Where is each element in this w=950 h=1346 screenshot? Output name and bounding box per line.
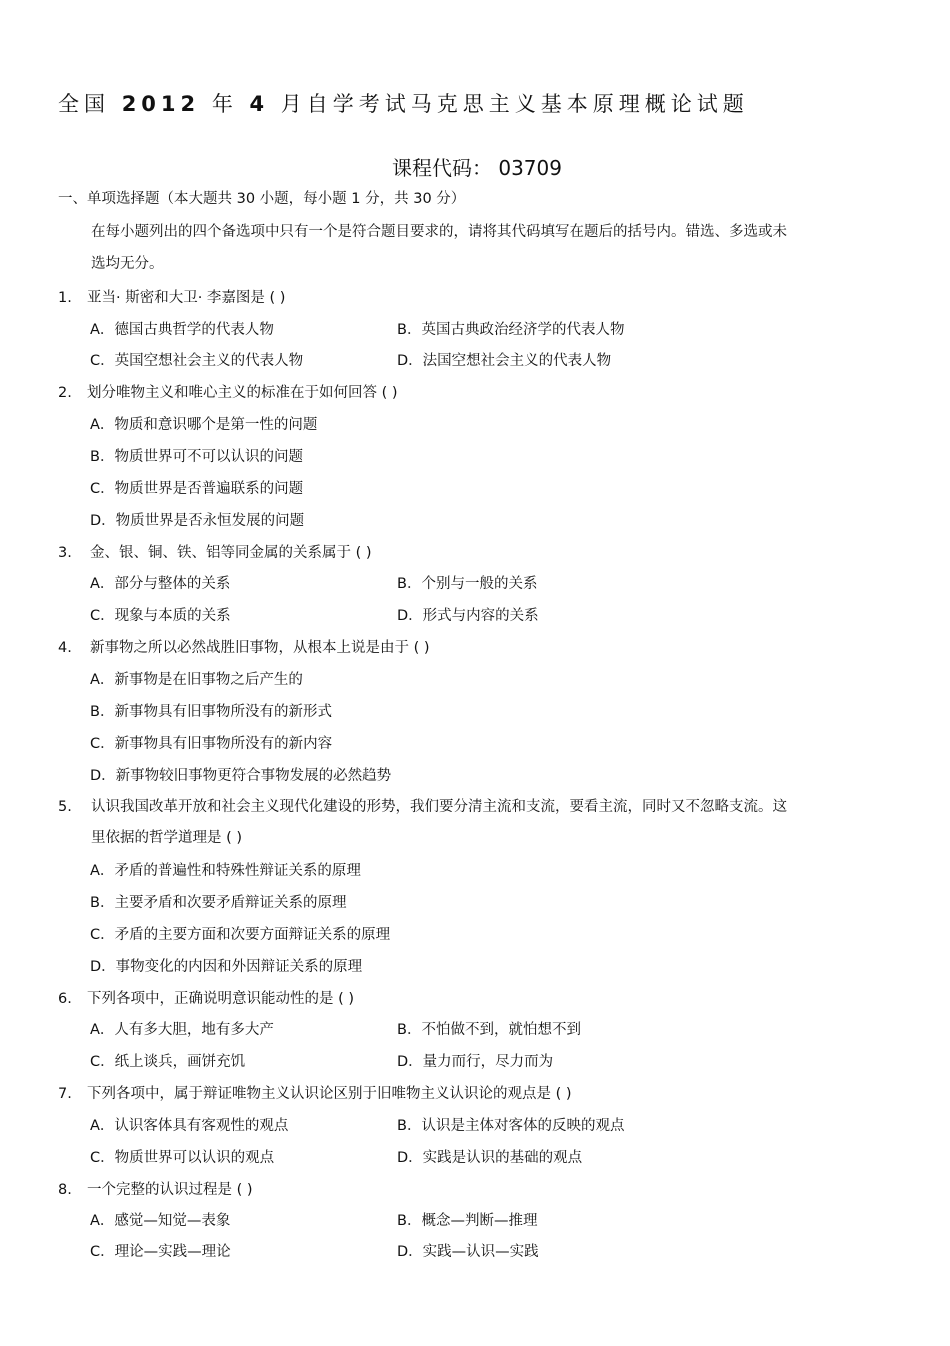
section-instruction-line1: 在每小题列出的四个备选项中只有一个是符合题目要求的，请将其代码填写在题后的括号内。错选、多选或未 <box>91 224 787 240</box>
option-d: D．事物变化的内因和外因辩证关系的原理 <box>90 959 363 975</box>
title-prefix: 全国 <box>58 92 122 116</box>
option-a: A．部分与整体的关系 <box>90 576 231 592</box>
option-c: C．英国空想社会主义的代表人物 <box>90 353 304 369</box>
title-year: 2012 <box>121 92 201 116</box>
question-number: 5. <box>58 799 72 815</box>
option-d: D．形式与内容的关系 <box>397 608 539 624</box>
question-number: 4. <box>58 640 72 656</box>
question-stem-line2: 里依据的哲学道理是 ( ) <box>91 830 243 846</box>
question-number: 2. <box>58 385 72 401</box>
option-c: C．现象与本质的关系 <box>90 608 231 624</box>
question-number: 3. <box>58 545 72 561</box>
option-c: C．矛盾的主要方面和次要方面辩证关系的原理 <box>90 927 391 943</box>
question-stem: 金、银、铜、铁、铝等同金属的关系属于 ( ) <box>90 545 372 561</box>
option-a: A．认识客体具有客观性的观点 <box>90 1118 289 1134</box>
question-stem: 划分唯物主义和唯心主义的标准在于如何回答 ( ) <box>87 385 398 401</box>
option-d: D．实践是认识的基础的观点 <box>397 1150 583 1166</box>
option-b: B．概念—判断—推理 <box>397 1213 538 1229</box>
option-b: B．主要矛盾和次要矛盾辩证关系的原理 <box>90 895 347 911</box>
title-mid: 年 <box>200 92 250 116</box>
option-b: B．个别与一般的关系 <box>397 576 538 592</box>
option-a: A．德国古典哲学的代表人物 <box>90 322 274 338</box>
option-b: B．英国古典政治经济学的代表人物 <box>397 322 625 338</box>
option-d: D．物质世界是否永恒发展的问题 <box>90 513 305 529</box>
option-c: C．新事物具有旧事物所没有的新内容 <box>90 736 333 752</box>
option-b: B．物质世界可不可以认识的问题 <box>90 449 303 465</box>
question-stem: 下列各项中，属于辩证唯物主义认识论区别于旧唯物主义认识论的观点是 ( ) <box>87 1086 572 1102</box>
option-b: B．认识是主体对客体的反映的观点 <box>397 1118 625 1134</box>
option-c: C．物质世界是否普遍联系的问题 <box>90 481 304 497</box>
section-instruction-line2: 选均无分。 <box>91 256 164 272</box>
course-code: 课程代码： 03709 <box>392 156 562 180</box>
option-d: D．量力而行，尽力而为 <box>397 1054 554 1070</box>
question-stem: 亚当· 斯密和大卫· 李嘉图是 ( ) <box>87 290 286 306</box>
question-stem: 下列各项中，正确说明意识能动性的是 ( ) <box>87 991 355 1007</box>
question-stem-line1: 认识我国改革开放和社会主义现代化建设的形势，我们要分清主流和支流，要看主流，同时又不忽略支流。这 <box>91 799 787 815</box>
option-d: D．新事物较旧事物更符合事物发展的必然趋势 <box>90 768 392 784</box>
section-heading: 一、单项选择题（本大题共 30 小题，每小题 1 分，共 30 分） <box>58 191 466 207</box>
title-month: 4 <box>249 92 270 116</box>
question-number: 8. <box>58 1182 72 1198</box>
page-title <box>58 88 749 118</box>
title-rest: 月自学考试马克思主义基本原理概论试题 <box>269 92 749 116</box>
option-a: A．人有多大胆，地有多大产 <box>90 1022 274 1038</box>
question-number: 6. <box>58 991 72 1007</box>
option-c: C．纸上谈兵，画饼充饥 <box>90 1054 246 1070</box>
option-d: D．法国空想社会主义的代表人物 <box>397 353 612 369</box>
question-number: 7. <box>58 1086 72 1102</box>
option-a: A．矛盾的普遍性和特殊性辩证关系的原理 <box>90 863 361 879</box>
option-d: D．实践—认识—实践 <box>397 1244 539 1260</box>
question-stem: 新事物之所以必然战胜旧事物，从根本上说是由于 ( ) <box>90 640 430 656</box>
question-number: 1. <box>58 290 72 306</box>
option-b: B．不怕做不到，就怕想不到 <box>397 1022 581 1038</box>
option-a: A．新事物是在旧事物之后产生的 <box>90 672 303 688</box>
option-a: A．物质和意识哪个是第一性的问题 <box>90 417 318 433</box>
option-b: B．新事物具有旧事物所没有的新形式 <box>90 704 332 720</box>
option-c: C．物质世界可以认识的观点 <box>90 1150 275 1166</box>
option-c: C．理论—实践—理论 <box>90 1244 231 1260</box>
question-stem: 一个完整的认识过程是 ( ) <box>87 1182 253 1198</box>
option-a: A．感觉—知觉—表象 <box>90 1213 231 1229</box>
